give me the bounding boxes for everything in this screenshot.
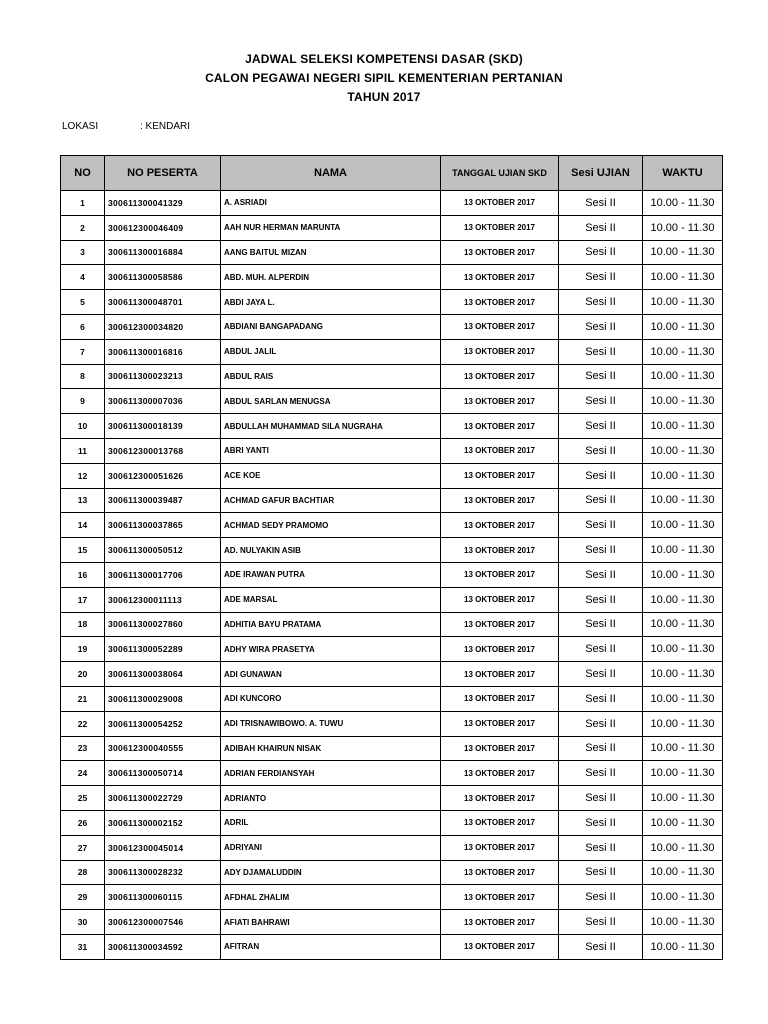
table-row <box>61 191 723 216</box>
cell-no-peserta: 300611300018139 <box>105 414 221 439</box>
cell-sesi: Sesi II <box>559 414 643 439</box>
cell-nama: ADI GUNAWAN <box>221 662 441 687</box>
cell-no: 10 <box>61 414 105 439</box>
cell-sesi: Sesi II <box>559 513 643 538</box>
cell-waktu: 10.00 - 11.30 <box>643 463 723 488</box>
cell-no-peserta: 300611300034592 <box>105 934 221 959</box>
title-line-2: CALON PEGAWAI NEGERI SIPIL KEMENTERIAN PERTANIAN <box>205 71 563 85</box>
cell-sesi: Sesi II <box>559 587 643 612</box>
table-row <box>61 612 723 637</box>
cell-sesi: Sesi II <box>559 562 643 587</box>
cell-no: 19 <box>61 637 105 662</box>
column-header-tanggal: TANGGAL UJIAN SKD <box>441 156 559 191</box>
cell-no-peserta: 300611300016884 <box>105 240 221 265</box>
table-row <box>61 538 723 563</box>
table-row <box>61 910 723 935</box>
cell-waktu: 10.00 - 11.30 <box>643 662 723 687</box>
table-row <box>61 860 723 885</box>
cell-sesi: Sesi II <box>559 860 643 885</box>
cell-no-peserta: 300611300037865 <box>105 513 221 538</box>
cell-no-peserta: 300611300027860 <box>105 612 221 637</box>
cell-no-peserta: 300612300051626 <box>105 463 221 488</box>
table-row <box>61 885 723 910</box>
cell-tanggal: 13 OKTOBER 2017 <box>441 637 559 662</box>
cell-nama: ADE MARSAL <box>221 587 441 612</box>
cell-no-peserta: 300611300039487 <box>105 488 221 513</box>
cell-tanggal: 13 OKTOBER 2017 <box>441 587 559 612</box>
cell-no-peserta: 300611300007036 <box>105 389 221 414</box>
cell-sesi: Sesi II <box>559 910 643 935</box>
cell-no-peserta: 300612300011113 <box>105 587 221 612</box>
cell-tanggal: 13 OKTOBER 2017 <box>441 389 559 414</box>
cell-tanggal: 13 OKTOBER 2017 <box>441 736 559 761</box>
cell-tanggal: 13 OKTOBER 2017 <box>441 314 559 339</box>
table-row <box>61 488 723 513</box>
cell-waktu: 10.00 - 11.30 <box>643 810 723 835</box>
cell-no: 15 <box>61 538 105 563</box>
cell-sesi: Sesi II <box>559 810 643 835</box>
cell-nama: ADIBAH KHAIRUN NISAK <box>221 736 441 761</box>
cell-waktu: 10.00 - 11.30 <box>643 314 723 339</box>
column-header-sesi: Sesi UJIAN <box>559 156 643 191</box>
cell-no: 7 <box>61 339 105 364</box>
cell-no: 6 <box>61 314 105 339</box>
cell-nama: AFDHAL ZHALIM <box>221 885 441 910</box>
cell-waktu: 10.00 - 11.30 <box>643 736 723 761</box>
cell-waktu: 10.00 - 11.30 <box>643 339 723 364</box>
cell-nama: AAH NUR HERMAN MARUNTA <box>221 215 441 240</box>
cell-no: 13 <box>61 488 105 513</box>
cell-waktu: 10.00 - 11.30 <box>643 885 723 910</box>
cell-nama: AANG BAITUL MIZAN <box>221 240 441 265</box>
cell-tanggal: 13 OKTOBER 2017 <box>441 414 559 439</box>
table-row <box>61 587 723 612</box>
column-header-nama: NAMA <box>221 156 441 191</box>
table-row <box>61 711 723 736</box>
cell-no: 17 <box>61 587 105 612</box>
cell-waktu: 10.00 - 11.30 <box>643 240 723 265</box>
cell-nama: ABDI JAYA L. <box>221 290 441 315</box>
table-row <box>61 389 723 414</box>
cell-no: 22 <box>61 711 105 736</box>
table-row <box>61 339 723 364</box>
cell-sesi: Sesi II <box>559 240 643 265</box>
cell-waktu: 10.00 - 11.30 <box>643 290 723 315</box>
cell-waktu: 10.00 - 11.30 <box>643 835 723 860</box>
cell-nama: ADI KUNCORO <box>221 686 441 711</box>
cell-nama: A. ASRIADI <box>221 191 441 216</box>
cell-waktu: 10.00 - 11.30 <box>643 215 723 240</box>
cell-sesi: Sesi II <box>559 711 643 736</box>
cell-no-peserta: 300611300029008 <box>105 686 221 711</box>
cell-no: 28 <box>61 860 105 885</box>
column-header-no-peserta: NO PESERTA <box>105 156 221 191</box>
cell-sesi: Sesi II <box>559 786 643 811</box>
table-row <box>61 364 723 389</box>
cell-no: 11 <box>61 438 105 463</box>
table-row <box>61 736 723 761</box>
cell-sesi: Sesi II <box>559 538 643 563</box>
cell-sesi: Sesi II <box>559 463 643 488</box>
cell-tanggal: 13 OKTOBER 2017 <box>441 761 559 786</box>
cell-tanggal: 13 OKTOBER 2017 <box>441 835 559 860</box>
cell-sesi: Sesi II <box>559 885 643 910</box>
cell-no: 23 <box>61 736 105 761</box>
cell-sesi: Sesi II <box>559 265 643 290</box>
cell-waktu: 10.00 - 11.30 <box>643 786 723 811</box>
cell-nama: ADI TRISNAWIBOWO. A. TUWU <box>221 711 441 736</box>
cell-no: 12 <box>61 463 105 488</box>
cell-no-peserta: 300612300007546 <box>105 910 221 935</box>
cell-sesi: Sesi II <box>559 290 643 315</box>
table-row <box>61 686 723 711</box>
cell-no-peserta: 300612300013768 <box>105 438 221 463</box>
cell-sesi: Sesi II <box>559 438 643 463</box>
cell-tanggal: 13 OKTOBER 2017 <box>441 860 559 885</box>
table-row <box>61 463 723 488</box>
cell-tanggal: 13 OKTOBER 2017 <box>441 488 559 513</box>
table-body <box>61 191 723 960</box>
cell-no-peserta: 300611300022729 <box>105 786 221 811</box>
cell-tanggal: 13 OKTOBER 2017 <box>441 711 559 736</box>
cell-no: 18 <box>61 612 105 637</box>
cell-tanggal: 13 OKTOBER 2017 <box>441 686 559 711</box>
cell-tanggal: 13 OKTOBER 2017 <box>441 513 559 538</box>
table-row <box>61 662 723 687</box>
cell-waktu: 10.00 - 11.30 <box>643 538 723 563</box>
cell-waktu: 10.00 - 11.30 <box>643 191 723 216</box>
cell-sesi: Sesi II <box>559 339 643 364</box>
cell-tanggal: 13 OKTOBER 2017 <box>441 364 559 389</box>
location-value: : KENDARI <box>140 121 191 132</box>
cell-tanggal: 13 OKTOBER 2017 <box>441 191 559 216</box>
cell-nama: ADRIANTO <box>221 786 441 811</box>
cell-nama: ACHMAD GAFUR BACHTIAR <box>221 488 441 513</box>
cell-tanggal: 13 OKTOBER 2017 <box>441 215 559 240</box>
table-row <box>61 290 723 315</box>
location-line <box>62 121 190 132</box>
table-row <box>61 562 723 587</box>
cell-tanggal: 13 OKTOBER 2017 <box>441 438 559 463</box>
cell-nama: ADHITIA BAYU PRATAMA <box>221 612 441 637</box>
location-label: LOKASI <box>62 121 99 132</box>
cell-no: 2 <box>61 215 105 240</box>
cell-waktu: 10.00 - 11.30 <box>643 414 723 439</box>
cell-no: 8 <box>61 364 105 389</box>
cell-no-peserta: 300611300002152 <box>105 810 221 835</box>
cell-nama: AFIATI BAHRAWI <box>221 910 441 935</box>
cell-waktu: 10.00 - 11.30 <box>643 910 723 935</box>
cell-no-peserta: 300612300040555 <box>105 736 221 761</box>
cell-sesi: Sesi II <box>559 389 643 414</box>
cell-nama: ABDULLAH MUHAMMAD SILA NUGRAHA <box>221 414 441 439</box>
cell-no: 5 <box>61 290 105 315</box>
cell-no-peserta: 300612300046409 <box>105 215 221 240</box>
table-row <box>61 314 723 339</box>
cell-waktu: 10.00 - 11.30 <box>643 860 723 885</box>
cell-nama: ADE IRAWAN PUTRA <box>221 562 441 587</box>
cell-no: 29 <box>61 885 105 910</box>
cell-tanggal: 13 OKTOBER 2017 <box>441 662 559 687</box>
cell-tanggal: 13 OKTOBER 2017 <box>441 265 559 290</box>
cell-waktu: 10.00 - 11.30 <box>643 686 723 711</box>
cell-waktu: 10.00 - 11.30 <box>643 637 723 662</box>
cell-nama: ABDUL SARLAN MENUGSA <box>221 389 441 414</box>
column-header-waktu: WAKTU <box>643 156 723 191</box>
cell-nama: ADRIYANI <box>221 835 441 860</box>
table-row <box>61 761 723 786</box>
cell-no-peserta: 300611300023213 <box>105 364 221 389</box>
cell-no: 27 <box>61 835 105 860</box>
cell-sesi: Sesi II <box>559 662 643 687</box>
table-row <box>61 438 723 463</box>
cell-no-peserta: 300611300048701 <box>105 290 221 315</box>
cell-no-peserta: 300611300058586 <box>105 265 221 290</box>
cell-no: 9 <box>61 389 105 414</box>
cell-sesi: Sesi II <box>559 612 643 637</box>
cell-tanggal: 13 OKTOBER 2017 <box>441 885 559 910</box>
cell-nama: AFITRAN <box>221 934 441 959</box>
table-header-row <box>61 156 723 191</box>
table-row <box>61 414 723 439</box>
cell-tanggal: 13 OKTOBER 2017 <box>441 910 559 935</box>
cell-waktu: 10.00 - 11.30 <box>643 513 723 538</box>
cell-tanggal: 13 OKTOBER 2017 <box>441 934 559 959</box>
cell-no: 4 <box>61 265 105 290</box>
cell-sesi: Sesi II <box>559 761 643 786</box>
table-row <box>61 637 723 662</box>
table-row <box>61 835 723 860</box>
cell-tanggal: 13 OKTOBER 2017 <box>441 810 559 835</box>
cell-tanggal: 13 OKTOBER 2017 <box>441 786 559 811</box>
column-header-no: NO <box>61 156 105 191</box>
cell-no: 30 <box>61 910 105 935</box>
cell-sesi: Sesi II <box>559 637 643 662</box>
table-row <box>61 786 723 811</box>
cell-sesi: Sesi II <box>559 736 643 761</box>
cell-nama: ABDIANI BANGAPADANG <box>221 314 441 339</box>
cell-no-peserta: 300611300050512 <box>105 538 221 563</box>
cell-no: 16 <box>61 562 105 587</box>
cell-no: 21 <box>61 686 105 711</box>
cell-nama: ADY DJAMALUDDIN <box>221 860 441 885</box>
cell-nama: ABD. MUH. ALPERDIN <box>221 265 441 290</box>
cell-tanggal: 13 OKTOBER 2017 <box>441 339 559 364</box>
cell-waktu: 10.00 - 11.30 <box>643 438 723 463</box>
cell-waktu: 10.00 - 11.30 <box>643 587 723 612</box>
cell-sesi: Sesi II <box>559 314 643 339</box>
table-row <box>61 240 723 265</box>
cell-waktu: 10.00 - 11.30 <box>643 934 723 959</box>
cell-nama: ACE KOE <box>221 463 441 488</box>
cell-no: 3 <box>61 240 105 265</box>
title-line-3: TAHUN 2017 <box>347 90 421 104</box>
cell-waktu: 10.00 - 11.30 <box>643 761 723 786</box>
cell-nama: ABDUL RAIS <box>221 364 441 389</box>
table-row <box>61 810 723 835</box>
table-row <box>61 265 723 290</box>
cell-no-peserta: 300611300016816 <box>105 339 221 364</box>
document-title <box>0 50 768 107</box>
cell-waktu: 10.00 - 11.30 <box>643 711 723 736</box>
cell-no-peserta: 300611300017706 <box>105 562 221 587</box>
cell-waktu: 10.00 - 11.30 <box>643 562 723 587</box>
schedule-table <box>60 155 723 960</box>
cell-no: 24 <box>61 761 105 786</box>
table-row <box>61 934 723 959</box>
table-row <box>61 513 723 538</box>
cell-nama: ABRI YANTI <box>221 438 441 463</box>
cell-no-peserta: 300611300060115 <box>105 885 221 910</box>
cell-nama: ADHY WIRA PRASETYA <box>221 637 441 662</box>
cell-sesi: Sesi II <box>559 488 643 513</box>
cell-sesi: Sesi II <box>559 364 643 389</box>
cell-nama: ADRIAN FERDIANSYAH <box>221 761 441 786</box>
cell-no-peserta: 300612300045014 <box>105 835 221 860</box>
cell-nama: ABDUL JALIL <box>221 339 441 364</box>
cell-sesi: Sesi II <box>559 686 643 711</box>
cell-waktu: 10.00 - 11.30 <box>643 364 723 389</box>
cell-waktu: 10.00 - 11.30 <box>643 389 723 414</box>
cell-no-peserta: 300611300052289 <box>105 637 221 662</box>
cell-nama: AD. NULYAKIN ASIB <box>221 538 441 563</box>
cell-tanggal: 13 OKTOBER 2017 <box>441 538 559 563</box>
cell-nama: ACHMAD SEDY PRAMOMO <box>221 513 441 538</box>
cell-sesi: Sesi II <box>559 215 643 240</box>
cell-no-peserta: 300612300034820 <box>105 314 221 339</box>
cell-no: 26 <box>61 810 105 835</box>
cell-tanggal: 13 OKTOBER 2017 <box>441 562 559 587</box>
cell-no: 14 <box>61 513 105 538</box>
cell-tanggal: 13 OKTOBER 2017 <box>441 290 559 315</box>
cell-no: 1 <box>61 191 105 216</box>
cell-no: 25 <box>61 786 105 811</box>
cell-tanggal: 13 OKTOBER 2017 <box>441 240 559 265</box>
cell-no-peserta: 300611300038064 <box>105 662 221 687</box>
title-line-1: JADWAL SELEKSI KOMPETENSI DASAR (SKD) <box>245 52 523 66</box>
cell-no: 20 <box>61 662 105 687</box>
cell-sesi: Sesi II <box>559 191 643 216</box>
cell-no-peserta: 300611300050714 <box>105 761 221 786</box>
cell-waktu: 10.00 - 11.30 <box>643 488 723 513</box>
cell-nama: ADRIL <box>221 810 441 835</box>
cell-no: 31 <box>61 934 105 959</box>
cell-sesi: Sesi II <box>559 835 643 860</box>
table-row <box>61 215 723 240</box>
cell-no-peserta: 300611300041329 <box>105 191 221 216</box>
cell-no-peserta: 300611300054252 <box>105 711 221 736</box>
cell-sesi: Sesi II <box>559 934 643 959</box>
cell-tanggal: 13 OKTOBER 2017 <box>441 612 559 637</box>
cell-waktu: 10.00 - 11.30 <box>643 265 723 290</box>
cell-no-peserta: 300611300028232 <box>105 860 221 885</box>
cell-waktu: 10.00 - 11.30 <box>643 612 723 637</box>
cell-tanggal: 13 OKTOBER 2017 <box>441 463 559 488</box>
